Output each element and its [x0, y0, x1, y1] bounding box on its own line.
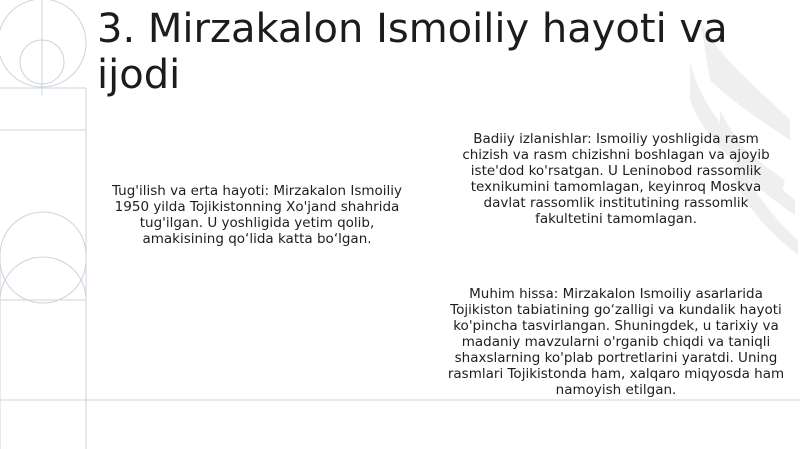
text-block-birth: Tug'ilish va erta hayoti: Mirzakalon Ismoiliy 1950 yilda Tojikistonning Xo'jand shahrida tug'ilgan. U yoshligida yetim qolib, amakisining qo‘lida katta bo‘lgan.	[111, 183, 403, 247]
text-block-artistic-research: Badiiy izlanishlar: Ismoiliy yoshligida rasm chizish va rasm chizishni boshlagan va ajoyib iste'dod ko'rsatgan. U Leninobod rassomlik texnikumini tamomlagan, keyinroq Moskva davlat rassomlik institutining rassomlik fakultetini tamomlagan.	[462, 131, 770, 227]
text-block-contribution: Muhim hissa: Mirzakalon Ismoiliy asarlarida Tojikiston tabiatining go‘zalligi va kundalik hayoti ko'pincha tasvirlangan. Shuningdek, u tarixiy va madaniy mavzularni o'rganib chiqdi va taniqli shaxslarning ko'plab portretlarini yaratdi. Uning rasmlari Tojikistonda ham, xalqaro miqyosda ham namoyish etilgan.	[447, 286, 785, 398]
page-title: 3. Mirzakalon Ismoiliy hayoti va ijodi	[97, 6, 728, 98]
